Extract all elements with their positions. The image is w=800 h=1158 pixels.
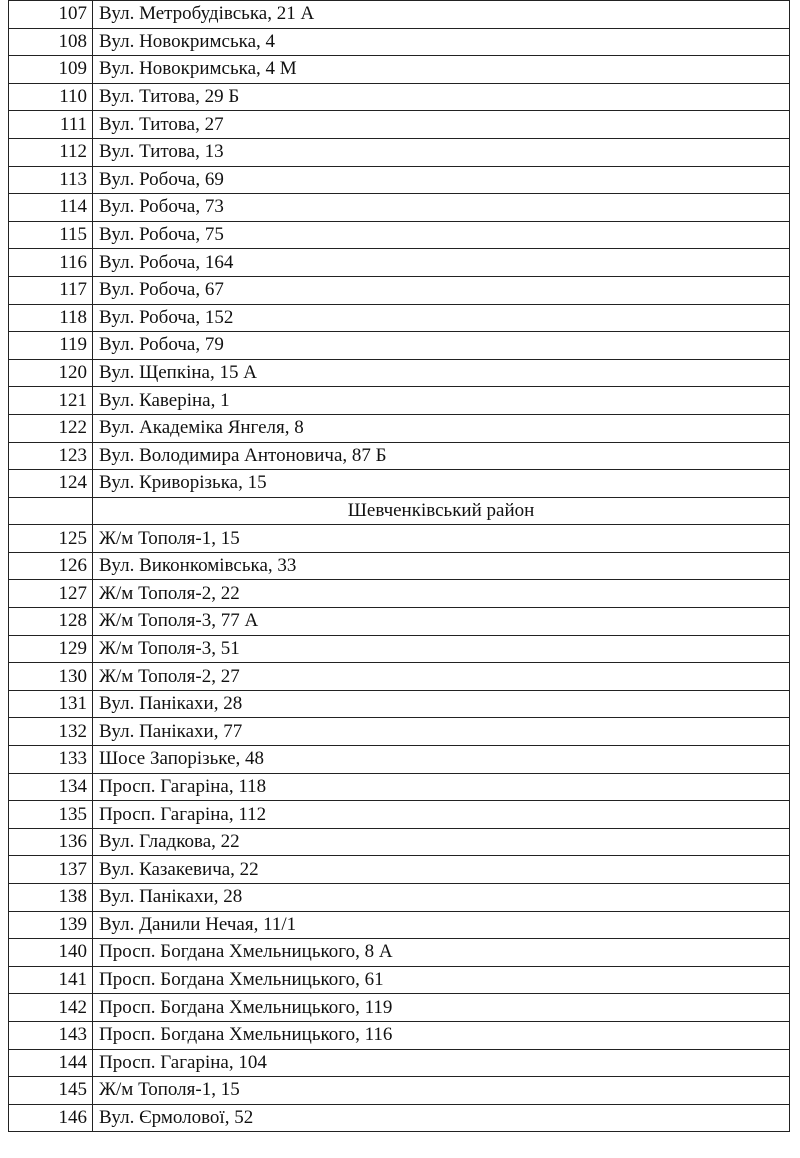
row-number: 128 (9, 608, 93, 636)
row-number: 127 (9, 580, 93, 608)
table-row (9, 332, 790, 360)
row-number: 132 (9, 718, 93, 746)
row-number: 140 (9, 939, 93, 967)
row-number: 130 (9, 663, 93, 691)
row-address: Просп. Богдана Хмельницького, 8 А (93, 939, 790, 967)
table-section-after (9, 525, 790, 1132)
row-address: Вул. Титова, 13 (93, 138, 790, 166)
row-number: 122 (9, 414, 93, 442)
table-row (9, 1, 790, 29)
row-address: Вул. Титова, 27 (93, 111, 790, 139)
row-address: Вул. Щепкіна, 15 А (93, 359, 790, 387)
district-number-cell (9, 497, 93, 525)
row-address: Вул. Робоча, 79 (93, 332, 790, 360)
table-row (9, 828, 790, 856)
table-row (9, 304, 790, 332)
row-number: 119 (9, 332, 93, 360)
row-number: 139 (9, 911, 93, 939)
table-row (9, 138, 790, 166)
row-address: Ж/м Тополя-3, 77 А (93, 608, 790, 636)
table-row (9, 414, 790, 442)
row-address: Вул. Академіка Янгеля, 8 (93, 414, 790, 442)
table-row (9, 359, 790, 387)
row-address: Ж/м Тополя-3, 51 (93, 635, 790, 663)
table-row (9, 635, 790, 663)
row-number: 123 (9, 442, 93, 470)
row-address: Вул. Робоча, 164 (93, 249, 790, 277)
row-number: 138 (9, 884, 93, 912)
row-number: 108 (9, 28, 93, 56)
table-row (9, 194, 790, 222)
table-row (9, 939, 790, 967)
table-row (9, 1049, 790, 1077)
district-row (9, 497, 790, 525)
row-address: Вул. Метробудівська, 21 А (93, 1, 790, 29)
row-number: 125 (9, 525, 93, 553)
row-number: 116 (9, 249, 93, 277)
table-row (9, 663, 790, 691)
district-section (9, 497, 790, 525)
row-number: 136 (9, 828, 93, 856)
table-row (9, 884, 790, 912)
row-address: Вул. Новокримська, 4 (93, 28, 790, 56)
table-row (9, 276, 790, 304)
table-row (9, 552, 790, 580)
row-number: 134 (9, 773, 93, 801)
row-address: Вул. Робоча, 152 (93, 304, 790, 332)
row-address: Ж/м Тополя-1, 15 (93, 1077, 790, 1105)
row-number: 110 (9, 83, 93, 111)
table-row (9, 166, 790, 194)
row-number: 133 (9, 746, 93, 774)
row-address: Вул. Робоча, 69 (93, 166, 790, 194)
table-row (9, 249, 790, 277)
row-number: 135 (9, 801, 93, 829)
district-heading: Шевченківський район (93, 497, 790, 525)
row-number: 126 (9, 552, 93, 580)
table-row (9, 1077, 790, 1105)
table-row (9, 746, 790, 774)
row-address: Вул. Гладкова, 22 (93, 828, 790, 856)
row-address: Вул. Панікахи, 28 (93, 884, 790, 912)
row-address: Просп. Гагаріна, 112 (93, 801, 790, 829)
table-row (9, 442, 790, 470)
row-number: 117 (9, 276, 93, 304)
row-address: Вул. Данили Нечая, 11/1 (93, 911, 790, 939)
row-address: Просп. Гагаріна, 118 (93, 773, 790, 801)
table-row (9, 994, 790, 1022)
row-address: Вул. Панікахи, 77 (93, 718, 790, 746)
row-address: Вул. Володимира Антоновича, 87 Б (93, 442, 790, 470)
row-address: Просп. Богдана Хмельницького, 61 (93, 966, 790, 994)
row-address: Вул. Криворізька, 15 (93, 470, 790, 498)
row-address: Ж/м Тополя-2, 27 (93, 663, 790, 691)
row-number: 142 (9, 994, 93, 1022)
table-section-before (9, 1, 790, 498)
table-row (9, 801, 790, 829)
row-address: Вул. Казакевича, 22 (93, 856, 790, 884)
row-number: 113 (9, 166, 93, 194)
row-number: 114 (9, 194, 93, 222)
table-row (9, 111, 790, 139)
row-address: Вул. Панікахи, 28 (93, 690, 790, 718)
row-address: Ж/м Тополя-1, 15 (93, 525, 790, 553)
row-address: Вул. Робоча, 75 (93, 221, 790, 249)
row-number: 131 (9, 690, 93, 718)
row-number: 129 (9, 635, 93, 663)
row-number: 143 (9, 1021, 93, 1049)
row-number: 144 (9, 1049, 93, 1077)
row-number: 109 (9, 56, 93, 84)
row-number: 145 (9, 1077, 93, 1105)
row-address: Вул. Робоча, 67 (93, 276, 790, 304)
table-row (9, 56, 790, 84)
table-row (9, 525, 790, 553)
row-address: Просп. Богдана Хмельницького, 119 (93, 994, 790, 1022)
table-row (9, 718, 790, 746)
row-address: Вул. Каверіна, 1 (93, 387, 790, 415)
table-row (9, 470, 790, 498)
row-address: Ж/м Тополя-2, 22 (93, 580, 790, 608)
row-address: Шосе Запорізьке, 48 (93, 746, 790, 774)
row-number: 111 (9, 111, 93, 139)
table-row (9, 966, 790, 994)
row-address: Вул. Єрмолової, 52 (93, 1104, 790, 1132)
row-address: Вул. Виконкомівська, 33 (93, 552, 790, 580)
table-row (9, 1104, 790, 1132)
table-row (9, 83, 790, 111)
table-row (9, 1021, 790, 1049)
row-number: 146 (9, 1104, 93, 1132)
row-number: 118 (9, 304, 93, 332)
table-row (9, 773, 790, 801)
row-number: 137 (9, 856, 93, 884)
row-address: Вул. Новокримська, 4 М (93, 56, 790, 84)
row-number: 124 (9, 470, 93, 498)
row-address: Вул. Титова, 29 Б (93, 83, 790, 111)
table-row (9, 580, 790, 608)
row-number: 107 (9, 1, 93, 29)
row-number: 120 (9, 359, 93, 387)
table-row (9, 387, 790, 415)
table-row (9, 690, 790, 718)
table-row (9, 28, 790, 56)
row-address: Вул. Робоча, 73 (93, 194, 790, 222)
table-row (9, 221, 790, 249)
table-row (9, 608, 790, 636)
row-number: 121 (9, 387, 93, 415)
row-address: Просп. Гагаріна, 104 (93, 1049, 790, 1077)
row-number: 115 (9, 221, 93, 249)
table-row (9, 856, 790, 884)
row-number: 141 (9, 966, 93, 994)
row-number: 112 (9, 138, 93, 166)
address-table (8, 0, 790, 1132)
table-row (9, 911, 790, 939)
row-address: Просп. Богдана Хмельницького, 116 (93, 1021, 790, 1049)
